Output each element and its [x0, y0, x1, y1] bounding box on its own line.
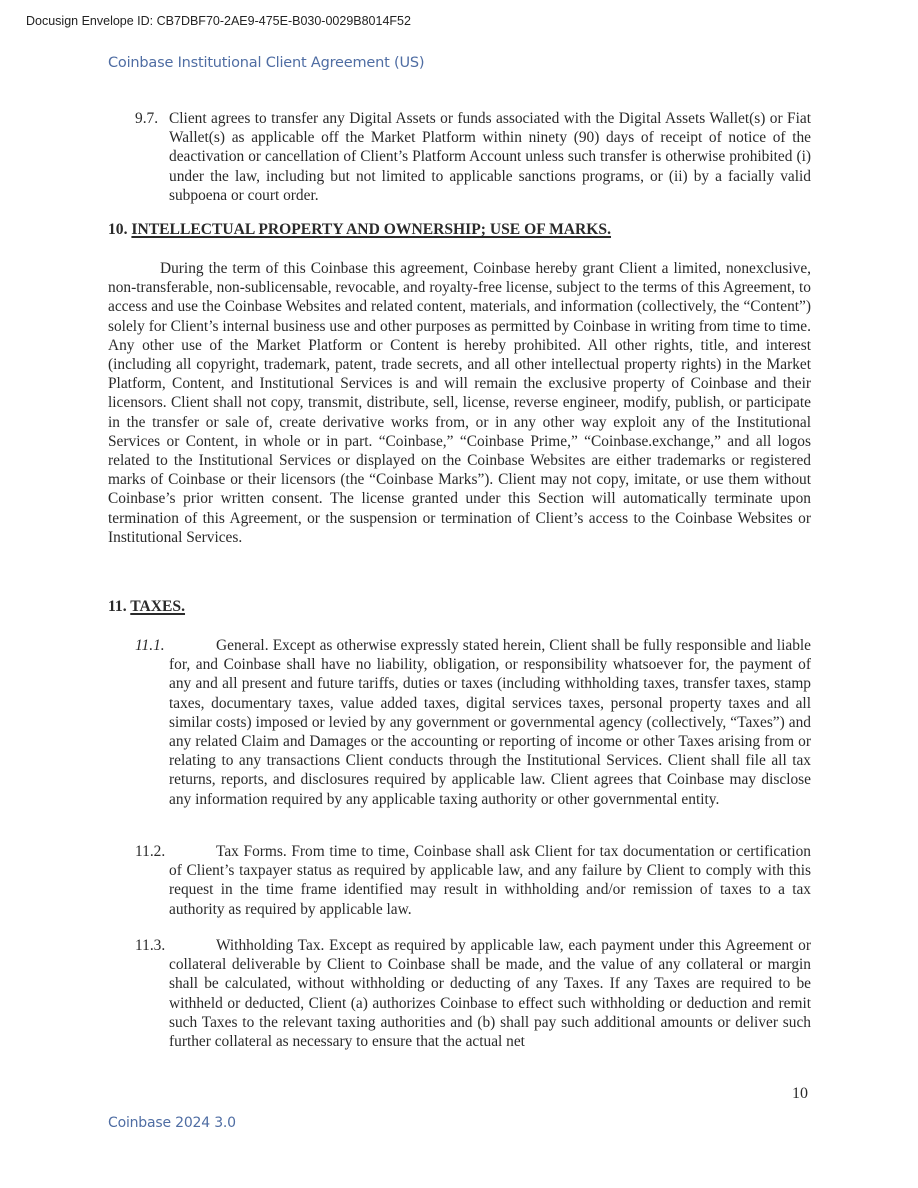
- docusign-envelope-id: Docusign Envelope ID: CB7DBF70-2AE9-475E-B030-0029B8014F52: [26, 14, 411, 28]
- section-11-number: 11.: [108, 598, 127, 615]
- document-header-title: Coinbase Institutional Client Agreement (US): [108, 55, 425, 71]
- page-number: 10: [792, 1085, 808, 1102]
- clause-11-2-number: 11.2.: [135, 843, 166, 860]
- section-11-title: TAXES.: [130, 598, 186, 615]
- clause-11-1-number: 11.1.: [135, 637, 165, 654]
- section-11-heading: [108, 598, 185, 616]
- clause-11-2-text: Tax Forms. From time to time, Coinbase shall ask Client for tax documentation or certification of Client’s taxpayer status as required by applicable law, and any failure by Client to comply with this request in the time frame identified may result in withholding and/or remission of taxes to a tax authority as required by applicable law.: [169, 843, 811, 918]
- clause-9-7-text: Client agrees to transfer any Digital Assets or funds associated with the Digital Assets Wallet(s) or Fiat Wallet(s) as applicable off the Market Platform within ninety (90) days of receipt of notice of the deactivation or cancellation of Client’s Platform Account unless such transfer is otherwise prohibited (i) under the law, including but not limited to applicable sanctions programs, or (ii) by a facially valid subpoena or court order.: [169, 110, 811, 204]
- clause-11-3-text: Withholding Tax. Except as required by applicable law, each payment under this Agreement or collateral deliverable by Client to Coinbase shall be made, and the value of any collateral or margin shall be calculated, without withholding or deducting of any Taxes. If any Taxes are required to be withheld or deducted, Client (a) authorizes Coinbase to effect such withholding or deduction and remit such Taxes to the relevant taxing authorities and (b) shall pay such additional amounts or deliver such further collateral as necessary to ensure that the actual net: [169, 937, 811, 1051]
- section-10-body: During the term of this Coinbase this agreement, Coinbase hereby grant Client a limited, nonexclusive, non-transferable, non-sublicensable, revocable, and royalty-free license, subject to the terms of this Agreement, to access and use the Coinbase Websites and related content, materials, and information (collectively, the “Content”) solely for Client’s internal business use and other purposes as permitted by Coinbase in writing from time to time. Any other use of the Market Platform or Content is hereby prohibited. All other rights, title, and interest (including all copyright, trademark, patent, trade secrets, and all other intellectual property rights) in the Market Platform, Content, and Institutional Services is and will remain the exclusive property of Coinbase and their licensors. Client shall not copy, transmit, distribute, sell, license, reverse engineer, modify, publish, or participate in the transfer or sale of, create derivative works from, or in any other way exploit any of the Institutional Services or Content, in whole or in part. “Coinbase,” “Coinbase Prime,” “Coinbase.exchange,” and all logos related to the Institutional Services or displayed on the Coinbase Websites are either trademarks or registered marks of Coinbase or their licensors (the “Coinbase Marks”). Client may not copy, imitate, or use them without Coinbase’s prior written consent. The license granted under this Section will automatically terminate upon termination of this Agreement, or the suspension or termination of Client’s access to the Coinbase Websites or Institutional Services.: [108, 260, 811, 546]
- clause-11-1-text: General. Except as otherwise expressly stated herein, Client shall be fully responsible and liable for, and Coinbase shall have no liability, obligation, or responsibility whatsoever for, the payment of any and all present and future tariffs, duties or taxes (including withholding taxes, transfer taxes, stamp taxes, documentary taxes, value added taxes, digital services taxes, personal property taxes and all similar costs) imposed or levied by any government or governmental agency (collectively, “Taxes”) and any related Claim and Damages or the accounting or reporting of income or other Taxes arising from or relating to any transactions Client conducts through the Institutional Services. Client shall file all tax returns, reports, and disclosures required by applicable law. Client agrees that Coinbase may disclose any information required by any applicable taxing authority or other governmental entity.: [169, 637, 811, 808]
- clause-9-7-number: 9.7.: [135, 110, 159, 127]
- section-10-number: 10.: [108, 221, 128, 238]
- section-10-heading: [108, 221, 611, 239]
- section-10-title: INTELLECTUAL PROPERTY AND OWNERSHIP; USE OF MARKS.: [131, 221, 612, 238]
- clause-11-3-number: 11.3.: [135, 937, 166, 954]
- footer-version: Coinbase 2024 3.0: [108, 1115, 236, 1131]
